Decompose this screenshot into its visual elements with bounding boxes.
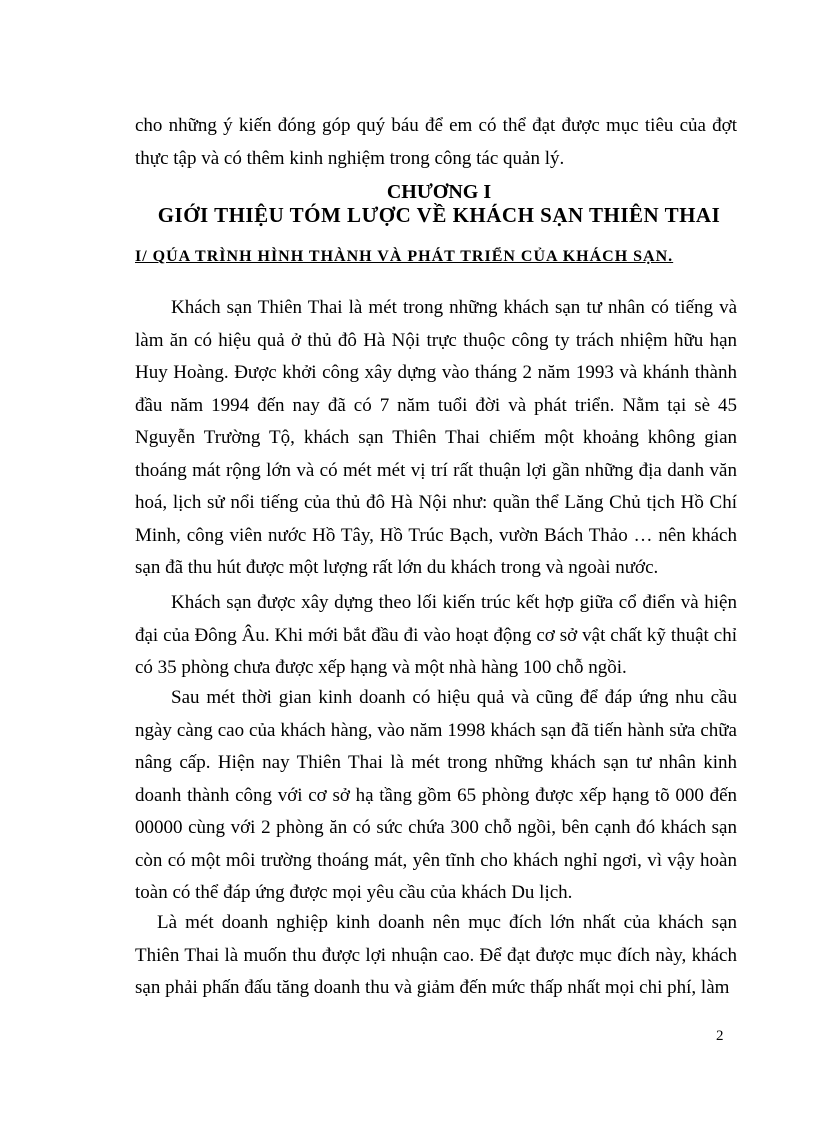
paragraph-upgrade: Sau mét thời gian kinh doanh có hiệu quả và cũng để đáp ứng nhu cầu ngày càng cao của khách hàng, vào năm 1998 khách sạn đã tiến hành sửa chữa nâng cấp. Hiện nay Thiên Thai là mét trong những khách sạn tư nhân kinh doanh thành công với cơ sở hạ tầng gồm 65 phòng được xếp hạng tõ 000 đến 00000 cùng với 2 phòng ăn có sức chứa 300 chỗ ngồi, bên cạnh đó khách sạn còn có một môi trường thoáng mát, yên tĩnh cho khách nghỉ ngơi, vì vậy hoàn toàn có thể đáp ứng được mọi yêu cầu của khách Du lịch. [135, 687, 737, 903]
paragraph-architecture: Khách sạn được xây dựng theo lối kiến trúc kết hợp giữa cổ điển và hiện đại của Đông Âu. Khi mới bắt đầu đi vào hoạt động cơ sở vật chất kỹ thuật chỉ có 35 phòng chưa được xếp hạng và một nhà hàng 100 chỗ ngồi. [135, 592, 737, 678]
paragraph-history: Khách sạn Thiên Thai là mét trong những khách sạn tư nhân có tiếng và làm ăn có hiệu quả ở thủ đô Hà Nội trực thuộc công ty trách nhiệm hữu hạn Huy Hoàng. Được khởi công xây dựng vào tháng 2 năm 1993 và khánh thành đầu năm 1994 đến nay đã có 7 năm tuổi đời và phát triển. Nằm tại sè 45 Nguyễn Trường Tộ, khách sạn Thiên Thai chiếm một khoảng không gian thoáng mát rộng lớn và có mét mét vị trí rất thuận lợi gần những địa danh văn hoá, lịch sử nổi tiếng của thủ đô Hà Nội như: quần thể Lăng Chủ tịch Hồ Chí Minh, công viên nước Hồ Tây, Hồ Trúc Bạch, vườn Bách Thảo … nên khách sạn đã thu hút được một lượng rất lớn du khách trong và ngoài nước. [135, 297, 737, 578]
chapter-title: GIỚI THIỆU TÓM LƯỢC VỀ KHÁCH SẠN THIÊN THAI [157, 203, 721, 227]
intro-paragraph: cho những ý kiến đóng góp quý báu để em có thể đạt được mục tiêu của đợt thực tập và có thêm kinh nghiệm trong công tác quản lý. [135, 115, 737, 169]
page-number: 2 [716, 1028, 724, 1044]
chapter-number: CHƯƠNG I [386, 181, 492, 203]
paragraph-business-goal: Là mét doanh nghiệp kinh doanh nên mục đích lớn nhất của khách sạn Thiên Thai là muốn thu được lợi nhuận cao. Để đạt được mục đích này, khách sạn phải phấn đấu tăng doanh thu và giảm đến mức thấp nhất mọi chi phí, làm [135, 912, 737, 998]
section-heading: I/ QÚA TRÌNH HÌNH THÀNH VÀ PHÁT TRIỂN CỦA KHÁCH SẠN. [135, 248, 674, 265]
